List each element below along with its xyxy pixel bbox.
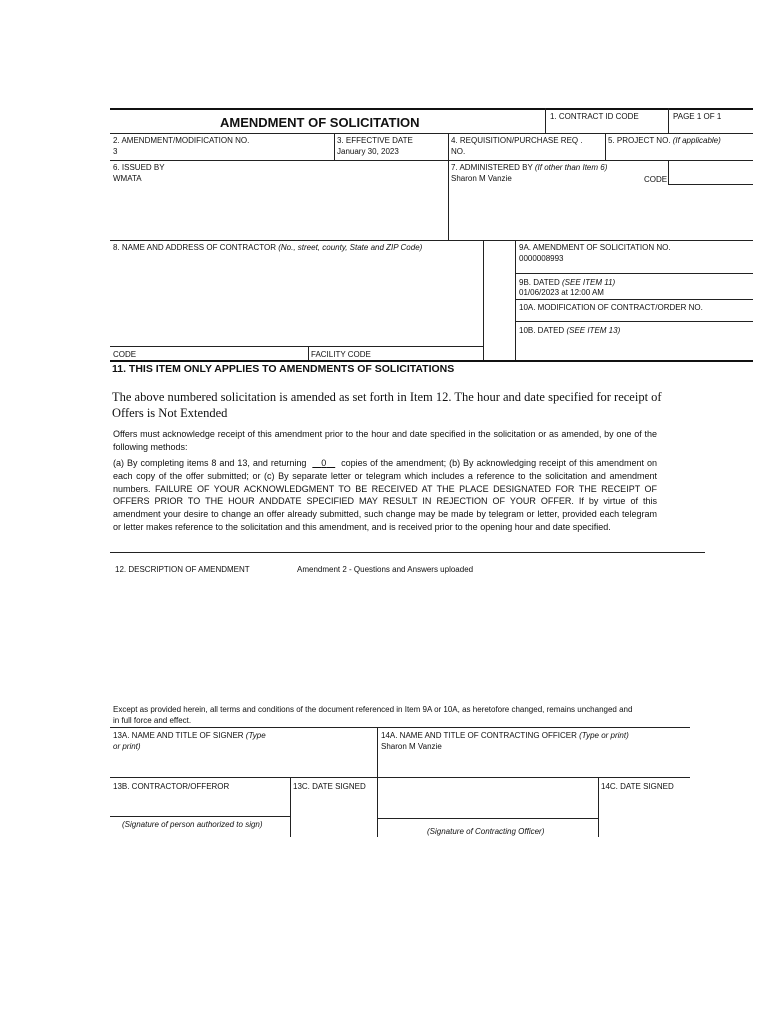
effective-date-label: 3. EFFECTIVE DATE (337, 136, 413, 145)
administered-by-label: 7. ADMINISTERED BY (If other than Item 6) (451, 163, 608, 172)
item-10a-label: 10A. MODIFICATION OF CONTRACT/ORDER NO. (519, 303, 703, 312)
officer-value: Sharon M Vanzie (381, 742, 442, 751)
rule-10b-top (515, 321, 753, 322)
rule-section11-top (110, 360, 753, 362)
rule-code7-bottom (668, 184, 753, 185)
rule-row3-top (110, 160, 753, 161)
rule-v-contractor-right (483, 240, 484, 362)
contract-id-label: 1. CONTRACT ID CODE (550, 112, 639, 121)
rule-v-14a (377, 727, 378, 837)
rule-v-project (605, 133, 606, 160)
requisition-label: 4. REQUISITION/PURCHASE REQ . (451, 136, 583, 145)
rule-code-row (110, 346, 483, 347)
rule-v-req (448, 133, 449, 241)
signer-label: 13A. NAME AND TITLE OF SIGNER (Type (113, 731, 266, 740)
rule-13b-top (110, 777, 690, 778)
copies-count: 0 (321, 458, 327, 468)
page-label: PAGE 1 OF 1 (673, 112, 722, 121)
rule-section12-top (110, 552, 705, 553)
requisition-label-no: NO. (451, 147, 466, 156)
contractor-offeror-label: 13B. CONTRACTOR/OFFEROR (113, 782, 230, 791)
rule-13a-top (110, 727, 690, 728)
rule-v-14c (598, 777, 599, 837)
section-11-statement: The above numbered solicitation is amended as set forth in Item 12. The hour and date specified for receipt of Offers is Not Extended (112, 390, 662, 420)
item-9a-value: 0000008993 (519, 254, 564, 263)
rule-v-13c (290, 777, 291, 837)
amendment-no-label: 2. AMENDMENT/MODIFICATION NO. (113, 136, 250, 145)
description-value: Amendment 2 - Questions and Answers uploaded (297, 565, 474, 574)
contractor-code-label: CODE (113, 350, 137, 359)
rule-v-eff-date (334, 133, 335, 160)
item-10b-label: 10B. DATED (SEE ITEM 13) (519, 326, 621, 335)
rule-v-contract-id (545, 108, 546, 134)
date-signed-13c-label: 13C. DATE SIGNED (293, 782, 366, 791)
rule-row2-top (110, 133, 753, 134)
contractor-name-address-label: 8. NAME AND ADDRESS OF CONTRACTOR (No., street, county, State and ZIP Code) (113, 243, 423, 252)
signature-person-caption: (Signature of person authorized to sign) (122, 820, 263, 829)
section-11-heading: 11. THIS ITEM ONLY APPLIES TO AMENDMENTS OF SOLICITATIONS (112, 363, 455, 375)
description-label: 12. DESCRIPTION OF AMENDMENT (115, 565, 250, 574)
effective-date-value: January 30, 2023 (337, 147, 399, 156)
rule-v-page (668, 108, 669, 134)
rule-10a-top (515, 299, 753, 300)
facility-code-label: FACILITY CODE (311, 350, 371, 359)
signature-officer-caption: (Signature of Contracting Officer) (427, 827, 545, 836)
rule-signature-14b (377, 818, 598, 819)
item-9b-label: 9B. DATED (SEE ITEM 11) (519, 278, 616, 287)
amendment-no-value: 3 (113, 147, 118, 156)
rule-signature-13b (110, 816, 290, 817)
rule-row8-top (110, 240, 753, 241)
project-no-label: 5. PROJECT NO. (If applicable) (608, 136, 721, 145)
ack-methods: (a) By completing items 8 and 13, and returning 0 copies of the amendment; (b) By acknowledging receipt of this amendment on each copy of the offer submitted; or (c) By separate letter or telegram which includes a reference to the solicitation and amendment numbers. FAILURE OF YOUR ACKNOWLEDGMENT TO BE RECEIVED AT THE PLACE DESIGNATED FOR THE RECEIPT OF OFFERS PRIOR TO THE HOUR ANDDATE SPECIFIED MAY RESULT IN REJECTION OF YOUR OFFER. If by virtue of this amendment your desire to change an offer already submitted, such change may be made by telegram or letter, provided each telegram or letter makes reference to the solicitation and this amendment, and is received prior to the opening hour and date specified. (113, 458, 657, 532)
top-border (110, 108, 753, 110)
code-label-7: CODE (644, 175, 668, 184)
issued-by-label: 6. ISSUED BY (113, 163, 165, 172)
rule-v-code7 (668, 160, 669, 185)
item-9a-label: 9A. AMENDMENT OF SOLICITATION NO. (519, 243, 671, 252)
administered-by-value: Sharon M Vanzie (451, 174, 512, 183)
rule-9b-top (515, 273, 753, 274)
except-text: Except as provided herein, all terms and conditions of the document referenced in Item 9A or 10A, as heretofore changed, remains unchanged and in full force and effect. (113, 705, 633, 725)
item-9b-value: 01/06/2023 at 12:00 AM (519, 288, 604, 297)
issued-by-value: WMATA (113, 174, 142, 183)
page-title: AMENDMENT OF SOLICITATION (220, 115, 420, 130)
date-signed-14c-label: 14C. DATE SIGNED (601, 782, 674, 791)
rule-v-item9 (515, 240, 516, 362)
signer-note: or print) (113, 742, 141, 751)
officer-label: 14A. NAME AND TITLE OF CONTRACTING OFFICER (Type or print) (381, 731, 629, 740)
ack-intro: Offers must acknowledge receipt of this amendment prior to the hour and date specified in the solicitation or as amended, by one of the following methods: (113, 429, 657, 452)
